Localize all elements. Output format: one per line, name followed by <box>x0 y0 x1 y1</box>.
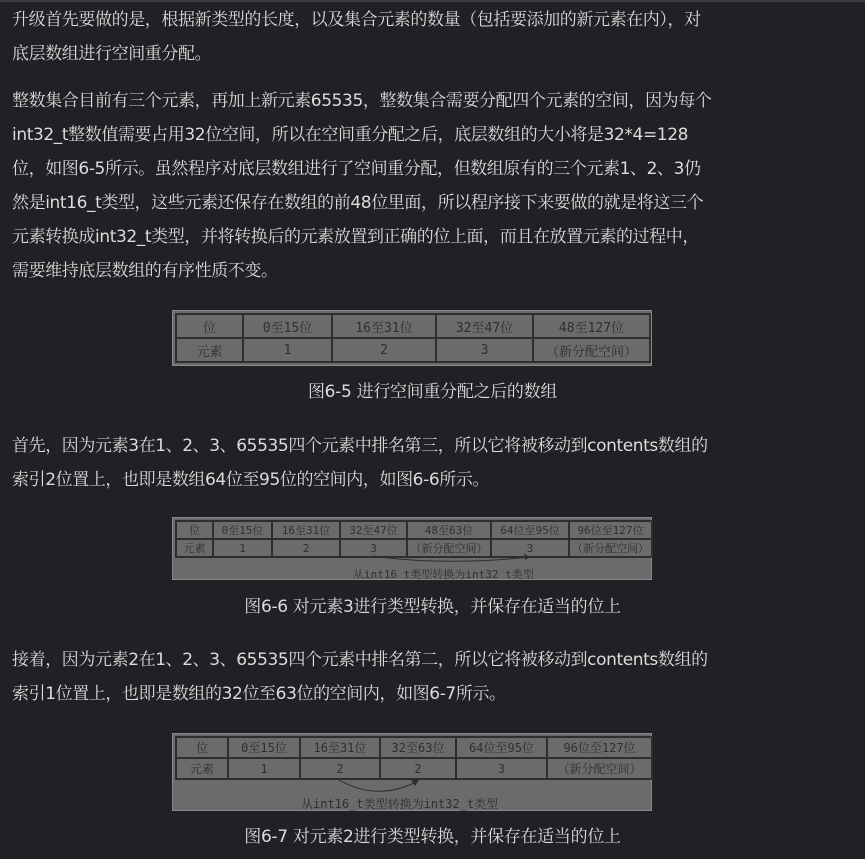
header-cell: 16至31位 <box>300 737 380 758</box>
header-cell: 32至63位 <box>380 737 456 758</box>
element-cell: 3 <box>491 539 569 557</box>
element-cell: 2 <box>300 758 380 779</box>
header-cell: 32至47位 <box>340 521 407 539</box>
conversion-note: 从int16_t类型转换为int32_t类型 <box>301 797 499 811</box>
element-cell: 2 <box>272 539 340 557</box>
element-cell: （新分配空间） <box>533 338 650 362</box>
header-cell: 48至63位 <box>407 521 491 539</box>
elements-row <box>176 338 650 362</box>
header-cell: 位 <box>176 314 243 338</box>
text-line: 索引2位置上，也即是数组64位至95位的空间内，如图6-6所示。 <box>12 470 490 490</box>
bits-header-row <box>176 314 650 338</box>
element-cell: 2 <box>380 758 456 779</box>
paragraph-element-3-move <box>12 429 857 497</box>
header-cell: 16至31位 <box>272 521 340 539</box>
header-cell: 96位至127位 <box>569 521 652 539</box>
header-cell: 16至31位 <box>332 314 436 338</box>
element-cell: （新分配空间） <box>569 539 652 557</box>
text-line: 底层数组进行空间重分配。 <box>12 44 212 64</box>
text-line: int32_t整数值需要占用32位空间，所以在空间重分配之后，底层数组的大小将是32*4=128 <box>12 125 689 145</box>
element-cell: 3 <box>340 539 407 557</box>
element-cell: 元素 <box>176 539 213 557</box>
element-cell: 1 <box>213 539 272 557</box>
element-cell: （新分配空间） <box>547 758 652 779</box>
figure-6-7-diagram <box>172 733 652 811</box>
header-cell: 0至15位 <box>228 737 300 758</box>
header-cell: 96位至127位 <box>547 737 652 758</box>
text-line: 需要维持底层数组的有序性质不变。 <box>12 261 278 281</box>
element-cell: 3 <box>456 758 547 779</box>
figure-6-6-caption: 图6-6 对元素3进行类型转换，并保存在适当的位上 <box>244 597 621 617</box>
paragraph-reallocation-detail <box>12 84 857 288</box>
element-cell: 3 <box>436 338 533 362</box>
element-cell: 元素 <box>176 758 228 779</box>
text-line: 索引1位置上，也即是数组的32位至63位的空间内，如图6-7所示。 <box>12 684 506 704</box>
text-line: 位，如图6-5所示。虽然程序对底层数组进行了空间重分配，但数组原有的三个元素1、2、3仍 <box>12 159 701 179</box>
paragraph-element-2-move <box>12 643 857 711</box>
header-cell: 位 <box>176 521 213 539</box>
header-cell: 0至15位 <box>213 521 272 539</box>
header-cell: 位 <box>176 737 228 758</box>
top-divider <box>0 0 865 2</box>
figure-6-6-diagram <box>172 517 652 580</box>
paragraph-upgrade-intro <box>12 3 857 71</box>
element-cell: 元素 <box>176 338 243 362</box>
header-cell: 48至127位 <box>533 314 650 338</box>
element-cell: 2 <box>332 338 436 362</box>
text-line: 升级首先要做的是，根据新类型的长度，以及集合元素的数量（包括要添加的新元素在内），对 <box>12 10 701 30</box>
figure-6-7-caption: 图6-7 对元素2进行类型转换，并保存在适当的位上 <box>244 827 621 847</box>
header-cell: 64位至95位 <box>491 521 569 539</box>
header-cell: 0至15位 <box>243 314 332 338</box>
element-cell: 1 <box>243 338 332 362</box>
element-cell: （新分配空间） <box>407 539 491 557</box>
text-line: 然是int16_t类型，这些元素还保存在数组的前48位里面，所以程序接下来要做的就是将这三个 <box>12 193 704 213</box>
text-line: 整数集合目前有三个元素，再加上新元素65535，整数集合需要分配四个元素的空间，因为每个 <box>12 91 712 111</box>
conversion-note: 从int16_t类型转换为int32_t类型 <box>353 568 534 581</box>
text-line: 首先，因为元素3在1、2、3、65535四个元素中排名第三，所以它将被移动到contents数组的 <box>12 436 708 456</box>
text-line: 接着，因为元素2在1、2、3、65535四个元素中排名第二，所以它将被移动到contents数组的 <box>12 650 708 670</box>
element-cell: 1 <box>228 758 300 779</box>
header-cell: 64位至95位 <box>456 737 547 758</box>
figure-6-5-caption: 图6-5 进行空间重分配之后的数组 <box>307 382 558 402</box>
header-cell: 32至47位 <box>436 314 533 338</box>
figure-6-5-table <box>172 310 652 366</box>
text-line: 元素转换成int32_t类型，并将转换后的元素放置到正确的位上面，而且在放置元素的过程中， <box>12 227 699 247</box>
